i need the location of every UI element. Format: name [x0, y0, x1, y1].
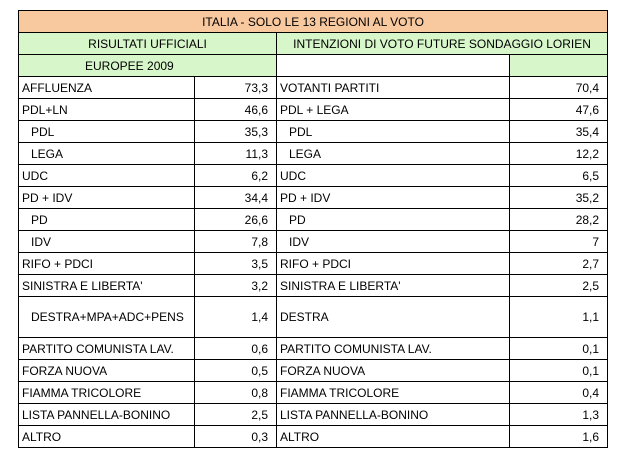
official-party-label: FORZA NUOVA: [19, 360, 195, 382]
official-party-label: PD + IDV: [19, 187, 195, 209]
official-value: 73,3: [195, 77, 277, 99]
header-row: [19, 33, 608, 55]
official-party-label: PARTITO COMUNISTA LAV.: [19, 338, 195, 360]
official-value: 34,4: [195, 187, 277, 209]
official-results-header: RISULTATI UFFICIALI: [19, 33, 277, 55]
official-value: 3,2: [195, 275, 277, 297]
poll-value: 47,6: [510, 99, 608, 121]
poll-party-label: RIFO + PDCI: [277, 253, 510, 275]
official-value: 11,3: [195, 143, 277, 165]
poll-value: 0,4: [510, 382, 608, 404]
poll-party-label: DESTRA: [277, 297, 510, 338]
poll-value: 2,5: [510, 275, 608, 297]
table-row: [19, 77, 608, 99]
poll-value: 28,2: [510, 209, 608, 231]
official-party-label: LEGA: [19, 143, 195, 165]
official-party-label: ALTRO: [19, 426, 195, 448]
poll-party-label: FORZA NUOVA: [277, 360, 510, 382]
poll-party-label: PARTITO COMUNISTA LAV.: [277, 338, 510, 360]
official-party-label: FIAMMA TRICOLORE: [19, 382, 195, 404]
table-row: [19, 426, 608, 448]
subheader-row: [19, 55, 608, 77]
poll-party-label: UDC: [277, 165, 510, 187]
official-value: 0,5: [195, 360, 277, 382]
table-row: [19, 297, 608, 338]
table-row: [19, 165, 608, 187]
poll-party-label: ALTRO: [277, 426, 510, 448]
table-title: ITALIA - SOLO LE 13 REGIONI AL VOTO: [19, 11, 608, 33]
subheader-green-cell: [510, 55, 608, 77]
official-value: 6,2: [195, 165, 277, 187]
table-row: [19, 99, 608, 121]
poll-value: 0,1: [510, 360, 608, 382]
poll-party-label: IDV: [277, 231, 510, 253]
poll-value: 35,2: [510, 187, 608, 209]
official-value: 0,6: [195, 338, 277, 360]
official-party-label: PDL: [19, 121, 195, 143]
official-value: 2,5: [195, 404, 277, 426]
poll-value: 70,4: [510, 77, 608, 99]
official-party-label: DESTRA+MPA+ADC+PENS: [19, 297, 195, 338]
table-row: [19, 338, 608, 360]
official-value: 35,3: [195, 121, 277, 143]
poll-value: 2,7: [510, 253, 608, 275]
poll-party-label: SINISTRA E LIBERTA': [277, 275, 510, 297]
poll-value: 12,2: [510, 143, 608, 165]
table-row: [19, 382, 608, 404]
official-party-label: IDV: [19, 231, 195, 253]
official-party-label: UDC: [19, 165, 195, 187]
poll-party-label: PD + IDV: [277, 187, 510, 209]
table-row: [19, 404, 608, 426]
table-row: [19, 143, 608, 165]
poll-party-label: VOTANTI PARTITI: [277, 77, 510, 99]
official-value: 0,8: [195, 382, 277, 404]
official-value: 3,5: [195, 253, 277, 275]
european-2009-label: EUROPEE 2009: [19, 55, 277, 77]
poll-value: 1,6: [510, 426, 608, 448]
poll-value: 1,3: [510, 404, 608, 426]
poll-intentions-header: INTENZIONI DI VOTO FUTURE SONDAGGIO LORIEN: [277, 33, 608, 55]
official-party-label: LISTA PANNELLA-BONINO: [19, 404, 195, 426]
table-row: [19, 253, 608, 275]
table-row: [19, 275, 608, 297]
poll-party-label: PDL: [277, 121, 510, 143]
official-value: 1,4: [195, 297, 277, 338]
results-table: [18, 10, 608, 448]
official-party-label: RIFO + PDCI: [19, 253, 195, 275]
table-row: [19, 231, 608, 253]
table-row: [19, 209, 608, 231]
poll-party-label: LISTA PANNELLA-BONINO: [277, 404, 510, 426]
poll-value: 0,1: [510, 338, 608, 360]
poll-party-label: PDL + LEGA: [277, 99, 510, 121]
official-value: 0,3: [195, 426, 277, 448]
table-row: [19, 187, 608, 209]
table-row: [19, 360, 608, 382]
poll-value: 1,1: [510, 297, 608, 338]
subheader-empty-cell: [277, 55, 510, 77]
poll-party-label: FIAMMA TRICOLORE: [277, 382, 510, 404]
title-row: [19, 11, 608, 33]
poll-value: 7: [510, 231, 608, 253]
official-party-label: AFFLUENZA: [19, 77, 195, 99]
poll-party-label: PD: [277, 209, 510, 231]
poll-value: 35,4: [510, 121, 608, 143]
official-value: 46,6: [195, 99, 277, 121]
official-value: 26,6: [195, 209, 277, 231]
poll-party-label: LEGA: [277, 143, 510, 165]
official-value: 7,8: [195, 231, 277, 253]
table-row: [19, 121, 608, 143]
official-party-label: SINISTRA E LIBERTA': [19, 275, 195, 297]
poll-value: 6,5: [510, 165, 608, 187]
official-party-label: PDL+LN: [19, 99, 195, 121]
official-party-label: PD: [19, 209, 195, 231]
